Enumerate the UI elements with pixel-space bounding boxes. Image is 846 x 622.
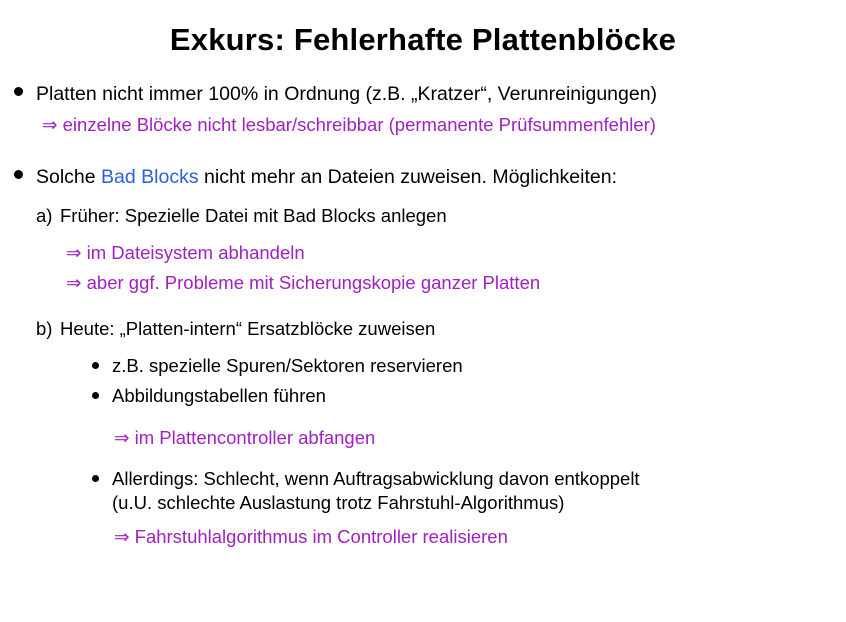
- list-item: [92, 354, 828, 378]
- item-a-text: Früher: Spezielle Datei mit Bad Blocks anlegen: [60, 204, 447, 226]
- bullet-1-text: Platten nicht immer 100% in Ordnung (z.B. „Kratzer“, Verunreinigungen): [36, 83, 658, 105]
- list-marker-b: b): [36, 317, 53, 339]
- bullet-2-text: [36, 165, 828, 190]
- bullet-2-text-before: Solche: [36, 165, 102, 188]
- item-b-sub-3: [112, 467, 828, 514]
- slide-body: [0, 82, 846, 548]
- list-marker-a: a): [36, 204, 53, 226]
- item-a-arrow-2: ⇒ aber ggf. Probleme mit Sicherungskopie ganzer Platten: [66, 271, 541, 293]
- list-item: [92, 467, 828, 514]
- bullet-1-arrow-text: ⇒ einzelne Blöcke nicht lesbar/schreibbar (permanente Prüfsummenfehler): [42, 113, 656, 135]
- bullet-marker-icon: [92, 384, 112, 408]
- list-item: [42, 113, 828, 137]
- list-item: [14, 82, 828, 107]
- bullet-marker-icon: [14, 82, 36, 105]
- item-b-arrow-mid: ⇒ im Plattencontroller abfangen: [114, 426, 376, 448]
- list-item: [92, 384, 828, 408]
- item-b-sub-2: Abbildungstabellen führen: [112, 384, 326, 406]
- bullet-marker-icon: [14, 165, 36, 188]
- list-item: [36, 317, 828, 341]
- bullet-marker-icon: [92, 467, 112, 491]
- bullet-2-text-after: nicht mehr an Dateien zuweisen. Möglichkeiten:: [198, 165, 617, 188]
- item-b-sub-3-line-2: (u.U. schlechte Auslastung trotz Fahrstuhl-Algorithmus): [112, 491, 565, 513]
- list-item: [36, 204, 828, 228]
- page-title: Exkurs: Fehlerhafte Plattenblöcke: [169, 22, 677, 57]
- item-b-sub-3-line-1: Allerdings: Schlecht, wenn Auftragsabwicklung davon entkoppelt: [112, 468, 640, 490]
- slide: [0, 22, 846, 622]
- item-b-text: Heute: „Platten-intern“ Ersatzblöcke zuweisen: [60, 317, 436, 339]
- list-item: [66, 241, 828, 265]
- list-item: [114, 525, 828, 549]
- item-a-arrow-1: ⇒ im Dateisystem abhandeln: [66, 242, 305, 264]
- list-item: [66, 271, 828, 295]
- bullet-marker-icon: [92, 354, 112, 378]
- list-item: [114, 426, 828, 450]
- list-item: [14, 165, 828, 190]
- bullet-2-text-highlight: Bad Blocks: [101, 165, 199, 188]
- item-b-sub-1: z.B. spezielle Spuren/Sektoren reservieren: [112, 355, 463, 377]
- item-b-arrow-end: ⇒ Fahrstuhlalgorithmus im Controller realisieren: [114, 525, 508, 547]
